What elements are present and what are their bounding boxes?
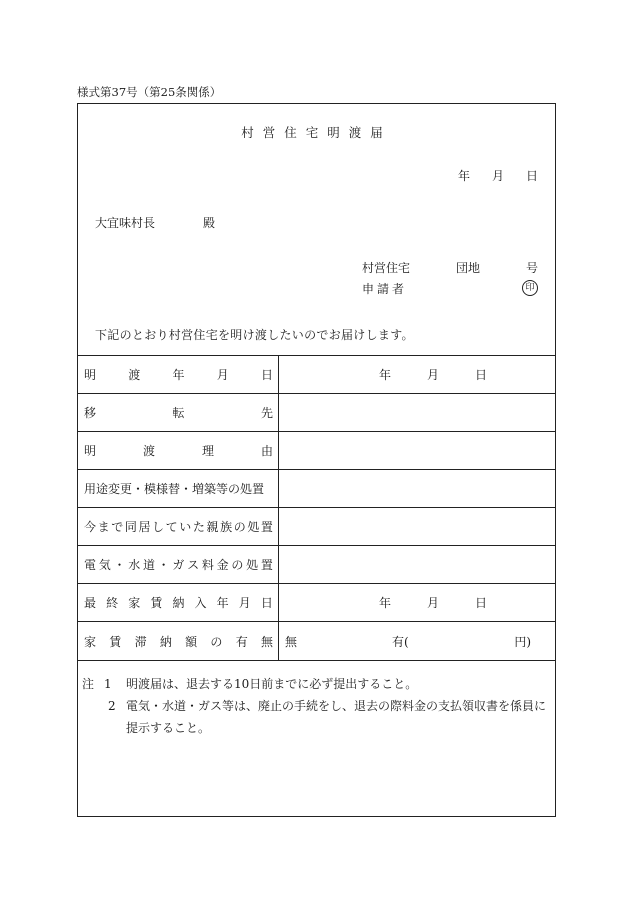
table-row-alteration (78, 470, 555, 508)
arrears-yen-label: 円) (514, 634, 531, 649)
table-row-relatives (78, 508, 555, 546)
relatives-field[interactable] (279, 508, 555, 545)
intro-text: 下記のとおり村営住宅を明け渡したいのでお届けします。 (95, 328, 414, 342)
notes-head: 注 (82, 677, 95, 691)
seal-mark-icon: 印 (522, 280, 538, 296)
table-row-vacate-date (78, 356, 555, 394)
date-month-label: 月 (491, 169, 504, 183)
row-label: 今 ま で 同 居 し て い た 親 族 の 処 置 (78, 508, 279, 545)
table-row-utilities (78, 546, 555, 584)
housing-number-label: 号 (525, 261, 538, 275)
row-label: 電 気 ・ 水 道 ・ ガ ス 料 金 の 処 置 (78, 546, 279, 583)
date-year-label: 年 (458, 169, 471, 183)
reason-field[interactable] (279, 432, 555, 469)
utilities-field[interactable] (279, 546, 555, 583)
applicant-info (362, 280, 538, 297)
housing-block-label: 団地 (455, 261, 480, 275)
addressee (95, 214, 215, 231)
vacate-date-field[interactable]: 年 月 日 (379, 368, 487, 382)
row-label: 明 渡 理 由 (78, 432, 279, 469)
note-text: 電気・水道・ガス等は、廃止の手続をし、退去の際料金の支払領収書を係員に提示すること。 (126, 699, 547, 735)
table-row-rent-arrears (78, 622, 555, 661)
form-number: 様式第37号（第25条関係） (77, 85, 222, 99)
table-row-last-rent-date (78, 584, 555, 622)
note-item (82, 673, 552, 695)
rent-arrears-field[interactable] (279, 622, 555, 660)
alteration-field[interactable] (279, 470, 555, 507)
arrears-exists-option[interactable]: 有( (392, 634, 409, 649)
notes-section (82, 673, 552, 739)
row-label: 家 賃 滞 納 額 の 有 無 (78, 622, 279, 660)
form-sheet (77, 103, 556, 817)
note-number: 2 (108, 699, 116, 713)
row-label: 最 終 家 賃 納 入 年 月 日 (78, 584, 279, 621)
housing-info (362, 259, 538, 276)
table-row-relocation (78, 394, 555, 432)
last-rent-date-field[interactable]: 年 月 日 (379, 596, 487, 610)
addressee-name: 大宜味村長 (95, 216, 156, 230)
date-day-label: 日 (525, 169, 538, 183)
note-number: 1 (104, 677, 112, 691)
relocation-field[interactable] (279, 394, 555, 431)
note-item (82, 695, 552, 739)
note-text: 明渡届は、退去する10日前までに必ず提出すること。 (126, 677, 418, 691)
row-label: 移 転 先 (78, 394, 279, 431)
row-label: 明 渡 年 月 日 (78, 356, 279, 393)
table-row-reason (78, 432, 555, 470)
housing-label: 村営住宅 (362, 261, 411, 275)
form-title: 村営住宅明渡届 (241, 125, 392, 140)
submission-date (458, 167, 538, 184)
arrears-none-option[interactable]: 無 (285, 634, 298, 649)
details-table (78, 355, 555, 661)
row-label: 用途変更・模様替・増築等の処置 (78, 470, 279, 507)
addressee-honorific: 殿 (203, 216, 216, 230)
applicant-label: 申請者 (362, 282, 408, 296)
